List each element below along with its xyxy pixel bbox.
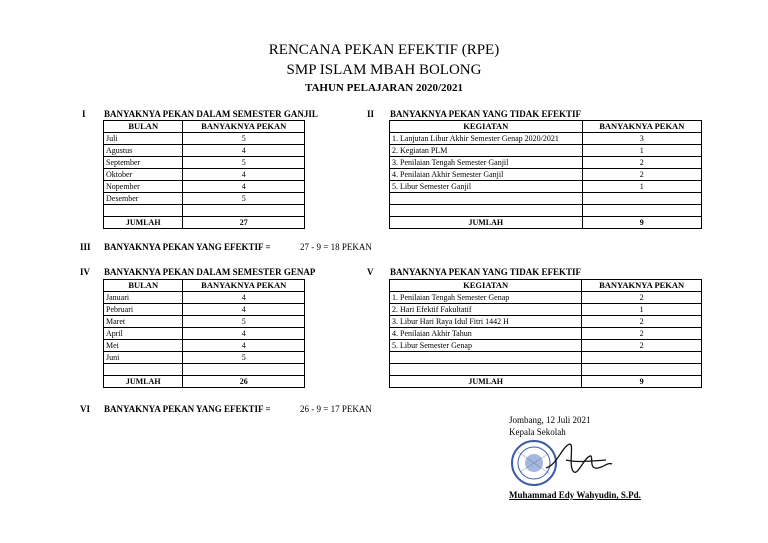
table-row: [104, 364, 305, 376]
effective-weeks-line: [104, 242, 271, 252]
table-row: [104, 205, 305, 217]
row-weeks: [582, 193, 701, 205]
row-label: Nopember: [104, 181, 183, 193]
section-number: V: [367, 267, 374, 277]
row-label: [390, 364, 582, 376]
effective-weeks-calc: 26 - 9 = 17 PEKAN: [300, 404, 372, 414]
school-name: SMP ISLAM MBAH BOLONG: [286, 62, 482, 78]
table-row: [390, 157, 702, 169]
row-label: [104, 205, 183, 217]
section-heading: BANYAKNYA PEKAN DALAM SEMESTER GENAP: [104, 267, 316, 277]
table-row: [390, 352, 702, 364]
row-label: 4. Penilaian Akhir Tahun: [390, 328, 582, 340]
row-weeks: 4: [183, 145, 305, 157]
place-date: Jombang, 12 Juli 2021: [509, 415, 591, 425]
table-row: [104, 181, 305, 193]
signatory-position: Kepala Sekolah: [509, 427, 566, 437]
table-row: [104, 157, 305, 169]
row-weeks: 4: [183, 304, 305, 316]
total-row: [390, 376, 702, 388]
row-label: Januari: [104, 292, 183, 304]
row-weeks: 1: [582, 181, 701, 193]
row-weeks: 2: [582, 169, 701, 181]
table-row: [104, 304, 305, 316]
total-label: JUMLAH: [390, 376, 582, 388]
table-row: [104, 340, 305, 352]
column-header: BULAN: [104, 280, 183, 292]
table-row: [390, 133, 702, 145]
row-weeks: 3: [582, 133, 701, 145]
section-number: III: [80, 242, 91, 252]
section-heading: BANYAKNYA PEKAN YANG EFEKTIF =: [104, 404, 271, 414]
table-row: [104, 193, 305, 205]
table-row: [390, 292, 702, 304]
signatory-name: Muhammad Edy Wahyudin, S.Pd.: [509, 490, 641, 500]
table-row: [390, 145, 702, 157]
total-value: 26: [183, 376, 305, 388]
row-label: 4. Penilaian Akhir Semester Ganjil: [390, 169, 583, 181]
stamp-icon: [512, 441, 556, 485]
row-label: [390, 352, 582, 364]
column-header: BANYAKNYA PEKAN: [582, 121, 701, 133]
total-row: [104, 217, 305, 229]
column-header: BULAN: [104, 121, 183, 133]
section-number: I: [82, 109, 86, 119]
table-row: [390, 316, 702, 328]
section-heading: BANYAKNYA PEKAN YANG TIDAK EFEKTIF: [390, 109, 582, 119]
total-label: JUMLAH: [104, 376, 183, 388]
table-row: [390, 181, 702, 193]
row-weeks: 2: [582, 328, 702, 340]
row-label: 1. Lanjutan Libur Akhir Semester Genap 2020/2021: [390, 133, 583, 145]
row-label: 2. Hari Efektif Fakultatif: [390, 304, 582, 316]
column-header: KEGIATAN: [390, 121, 583, 133]
document-title: RENCANA PEKAN EFEKTIF (RPE): [268, 42, 500, 58]
odd-semester-noneffective-table: [389, 120, 702, 229]
row-weeks: [582, 364, 702, 376]
table-row: [390, 169, 702, 181]
row-label: 3. Penilaian Tengah Semester Ganjil: [390, 157, 583, 169]
total-row: [104, 376, 305, 388]
row-weeks: 2: [582, 292, 702, 304]
column-header: KEGIATAN: [390, 280, 582, 292]
row-weeks: 5: [183, 352, 305, 364]
table-row: [104, 133, 305, 145]
row-weeks: 5: [183, 316, 305, 328]
row-label: 1. Penilaian Tengah Semester Genap: [390, 292, 582, 304]
row-label: Pebruari: [104, 304, 183, 316]
row-weeks: 4: [183, 292, 305, 304]
table-row: [390, 340, 702, 352]
academic-year: TAHUN PELAJARAN 2020/2021: [304, 82, 464, 94]
total-label: JUMLAH: [390, 217, 583, 229]
table-row: [104, 169, 305, 181]
row-label: Oktober: [104, 169, 183, 181]
total-label: JUMLAH: [104, 217, 183, 229]
row-weeks: 2: [582, 316, 702, 328]
row-weeks: 2: [582, 340, 702, 352]
row-label: [390, 205, 583, 217]
row-weeks: 5: [183, 193, 305, 205]
row-label: 2. Kegiatan PLM: [390, 145, 583, 157]
section-number: II: [367, 109, 375, 119]
row-weeks: 4: [183, 328, 305, 340]
even-semester-noneffective-table: [389, 279, 702, 388]
row-weeks: [582, 205, 701, 217]
section-number: IV: [80, 267, 91, 277]
school-stamp-and-signature: [508, 438, 618, 490]
row-weeks: 4: [183, 181, 305, 193]
row-label: [390, 193, 583, 205]
row-label: 5. Libur Semester Genap: [390, 340, 582, 352]
odd-semester-weeks-table: [103, 120, 305, 229]
table-row: [104, 352, 305, 364]
row-label: Agustus: [104, 145, 183, 157]
row-weeks: [183, 205, 305, 217]
row-weeks: 2: [582, 157, 701, 169]
table-row: [104, 328, 305, 340]
section-number: VI: [80, 404, 91, 414]
row-label: Juni: [104, 352, 183, 364]
row-weeks: [183, 364, 305, 376]
table-row: [104, 292, 305, 304]
row-label: September: [104, 157, 183, 169]
column-header: BANYAKNYA PEKAN: [183, 121, 305, 133]
row-label: April: [104, 328, 183, 340]
table-row: [390, 205, 702, 217]
row-weeks: 5: [183, 133, 305, 145]
row-weeks: 4: [183, 169, 305, 181]
table-row: [390, 364, 702, 376]
row-label: [104, 364, 183, 376]
column-header: BANYAKNYA PEKAN: [582, 280, 702, 292]
row-weeks: 4: [183, 340, 305, 352]
section-heading: BANYAKNYA PEKAN YANG TIDAK EFEKTIF: [390, 267, 582, 277]
row-weeks: 5: [183, 157, 305, 169]
total-value: 9: [582, 376, 702, 388]
table-row: [104, 316, 305, 328]
table-row: [104, 145, 305, 157]
row-label: Juli: [104, 133, 183, 145]
row-weeks: 1: [582, 304, 702, 316]
section-heading: BANYAKNYA PEKAN DALAM SEMESTER GANJIL: [104, 109, 318, 119]
total-value: 27: [183, 217, 305, 229]
table-row: [390, 193, 702, 205]
total-row: [390, 217, 702, 229]
row-label: 3. Libur Hari Raya Idul Fitri 1442 H: [390, 316, 582, 328]
row-label: Maret: [104, 316, 183, 328]
effective-weeks-calc: 27 - 9 = 18 PEKAN: [300, 242, 372, 252]
row-weeks: 1: [582, 145, 701, 157]
section-heading: BANYAKNYA PEKAN YANG EFEKTIF =: [104, 242, 271, 252]
row-weeks: [582, 352, 702, 364]
table-row: [390, 304, 702, 316]
table-row: [390, 328, 702, 340]
row-label: Desember: [104, 193, 183, 205]
total-value: 9: [582, 217, 701, 229]
row-label: 5. Libur Semester Ganjil: [390, 181, 583, 193]
effective-weeks-line: [104, 404, 271, 414]
row-label: Mei: [104, 340, 183, 352]
even-semester-weeks-table: [103, 279, 305, 388]
column-header: BANYAKNYA PEKAN: [183, 280, 305, 292]
